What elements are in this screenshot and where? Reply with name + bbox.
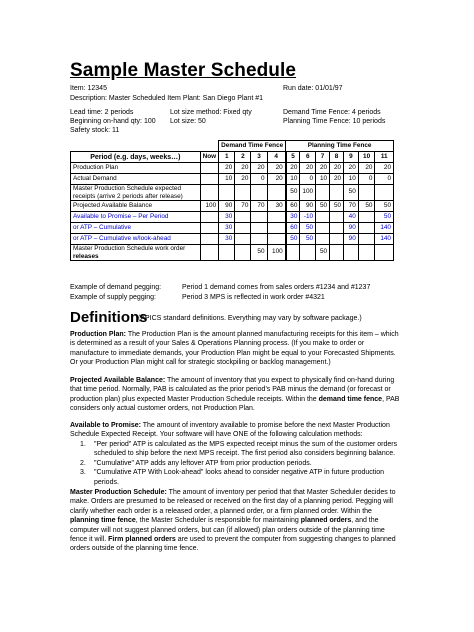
table-cell: 50 — [251, 245, 267, 261]
production-plan-text: The Production Plan is the amount planned manufacturing receipts for this item – which is determined as a result of your Sales & Operations Planning process. (If you make to order or manufacture to immediate demands, your Production Plan might be equal to your Forecasted Shipments. Or your Production Plan might call for strategic stockpiling or backlog management.) — [70, 331, 399, 367]
table-cell: 30 — [267, 201, 286, 212]
table-cell: 10 — [219, 174, 235, 185]
table-cell: 20 — [235, 163, 251, 174]
table-cell — [286, 245, 300, 261]
mps-bold-2: planned orders — [300, 517, 352, 525]
table-cell: 0 — [300, 174, 316, 185]
supply-pegging-label: Example of supply pegging: — [70, 294, 156, 301]
row-label: or ATP – Cumulative w/look-ahead — [71, 234, 201, 245]
mps-text-3: , and the computer will not suggest planned orders, but can (if allowed) plan orders outside of the planning time fence it will. — [70, 517, 385, 544]
lot-size-method: Lot size method: Fixed qty — [170, 109, 252, 116]
atp-item-2: "Cumulative" ATP adds any leftover ATP from prior production periods. — [94, 459, 312, 467]
table-cell: 30 — [219, 234, 235, 245]
table-cell — [358, 185, 375, 201]
table-cell: 20 — [267, 163, 286, 174]
table-cell: 50 — [316, 201, 330, 212]
table-cell — [251, 223, 267, 234]
table-cell — [358, 245, 375, 261]
table-cell — [358, 234, 375, 245]
table-cell — [200, 163, 219, 174]
period-header-row — [71, 152, 394, 163]
table-cell — [316, 212, 330, 223]
planning-time-fence-header: Planning Time Fence — [286, 141, 394, 152]
table-cell: 50 — [300, 223, 316, 234]
lot-size: Lot size: 50 — [170, 118, 206, 125]
definitions-subtitle: (APICS standard definitions. Everything may vary by software package.) — [138, 315, 362, 322]
period-header: Now — [200, 152, 219, 163]
table-cell: 100 — [300, 185, 316, 201]
atp-text: The amount of inventory available to promise before the next Master Production Schedule Expected Receipt. Your software will have ONE of the following calculation methods: — [70, 422, 390, 439]
table-cell: 0 — [358, 174, 375, 185]
list-item: 2. "Cumulative" ATP adds any leftover ATP from prior production periods. — [80, 459, 312, 467]
table-cell — [267, 185, 286, 201]
table-cell: 20 — [219, 163, 235, 174]
table-cell — [375, 245, 394, 261]
table-cell — [330, 245, 344, 261]
pab-text-2: , PAB considers only actual customer orders, not Production Plan. — [70, 395, 400, 413]
row-label — [71, 245, 201, 261]
atp-item-3: "Cumulative ATP With Look-ahead" looks ahead to consider negative ATP in future production periods. — [94, 469, 385, 486]
table-cell: 90 — [300, 201, 316, 212]
list-item: 1. "Per period" ATP is calculated as the MPS expected receipt minus the sum of the customer orders scheduled to ship before the next MPS receipt. The first period also considers beginning balance. — [80, 440, 400, 459]
row-label: Actual Demand — [71, 174, 201, 185]
row-label-line-2: receipts (arrive 2 periods after release) — [73, 192, 183, 200]
row-label — [71, 185, 201, 201]
demand-time-fence-header: Demand Time Fence — [219, 141, 286, 152]
atp-method-list — [80, 440, 400, 487]
table-cell — [330, 223, 344, 234]
table-cell — [300, 245, 316, 261]
spacer-cell — [71, 141, 219, 152]
pab-definition — [70, 376, 400, 414]
table-cell — [316, 223, 330, 234]
pab-text-1: The amount of inventory that you expect to physically find on-hand during that time period. Normally, PAB is calculated as the prior period's PAB minus the demand (or forecast or production plan) plus expected Master Production Schedule receipts. Within the — [70, 377, 395, 403]
planning-time-fence: Planning Time Fence: 10 periods — [283, 118, 386, 125]
table-cell: 30 — [286, 212, 300, 223]
period-header: 5 — [286, 152, 300, 163]
table-cell: 20 — [330, 174, 344, 185]
table-cell: 50 — [344, 185, 359, 201]
period-label: Period (e.g. days, weeks…) — [71, 152, 201, 163]
table-cell: 90 — [344, 234, 359, 245]
table-cell: 20 — [330, 163, 344, 174]
table-cell — [267, 212, 286, 223]
table-row — [71, 212, 394, 223]
table-row — [71, 234, 394, 245]
table-cell: 50 — [316, 245, 330, 261]
table-row — [71, 245, 394, 261]
table-cell — [200, 185, 219, 201]
table-cell: 20 — [267, 174, 286, 185]
period-header: 1 — [219, 152, 235, 163]
item-description: Description: Master Scheduled Item Plant: San Diego Plant #1 — [70, 95, 263, 102]
pab-bold: demand time fence — [318, 395, 383, 403]
item-number: Item: 12345 — [70, 85, 107, 92]
demand-time-fence: Demand Time Fence: 4 periods — [283, 109, 381, 116]
beginning-on-hand: Beginning on-hand qty: 100 — [70, 118, 156, 125]
master-schedule-table — [70, 140, 394, 261]
table-cell — [235, 212, 251, 223]
table-cell: 50 — [330, 201, 344, 212]
table-cell: 100 — [200, 201, 219, 212]
table-cell — [200, 212, 219, 223]
table-cell: 50 — [375, 201, 394, 212]
table-cell: 20 — [344, 163, 359, 174]
row-label: Production Plan — [71, 163, 201, 174]
row-label: Available to Promise – Per Period — [71, 212, 201, 223]
table-cell: 20 — [300, 163, 316, 174]
fence-header-row — [71, 141, 394, 152]
row-label-line-1: Master Production Schedule work order — [73, 245, 186, 252]
table-cell: 20 — [235, 174, 251, 185]
table-cell: 140 — [375, 223, 394, 234]
table-cell — [200, 223, 219, 234]
production-plan-definition — [70, 330, 400, 368]
table-cell: 70 — [344, 201, 359, 212]
table-cell — [251, 234, 267, 245]
table-cell: 20 — [375, 163, 394, 174]
table-cell — [200, 234, 219, 245]
table-cell: 10 — [286, 174, 300, 185]
table-cell — [267, 234, 286, 245]
table-cell — [219, 185, 235, 201]
table-cell: 50 — [286, 234, 300, 245]
table-cell: 90 — [219, 201, 235, 212]
table-cell — [235, 223, 251, 234]
table-row — [71, 185, 394, 201]
table-cell: 50 — [286, 185, 300, 201]
row-label: or ATP – Cumulative — [71, 223, 201, 234]
mps-bold-1: planning time fence — [70, 517, 136, 525]
mps-definition — [70, 488, 400, 554]
table-cell: -10 — [300, 212, 316, 223]
table-cell — [251, 185, 267, 201]
table-cell — [267, 223, 286, 234]
table-cell — [235, 185, 251, 201]
atp-term: Available to Promise: — [70, 422, 141, 429]
supply-pegging-text: Period 3 MPS is reflected in work order #4321 — [182, 294, 325, 301]
table-cell: 90 — [344, 223, 359, 234]
row-label: Projected Available Balance — [71, 201, 201, 212]
table-cell — [200, 245, 219, 261]
row-label-line-2: releases — [73, 252, 99, 260]
mps-text-2: , the Master Scheduler is responsible for maintaining — [135, 517, 301, 525]
table-cell — [358, 212, 375, 223]
table-cell: 60 — [286, 201, 300, 212]
table-cell: 20 — [251, 163, 267, 174]
table-cell — [219, 245, 235, 261]
mps-text-4: are used to prevent the computer from suggesting changes to planned orders outside of the planning time fence. — [70, 536, 396, 553]
table-cell — [330, 185, 344, 201]
list-item: 3. "Cumulative ATP With Look-ahead" looks ahead to consider negative ATP in future production periods. — [80, 468, 400, 487]
table-cell: 20 — [316, 163, 330, 174]
period-header: 6 — [300, 152, 316, 163]
period-header: 11 — [375, 152, 394, 163]
period-header: 4 — [267, 152, 286, 163]
table-cell: 30 — [219, 223, 235, 234]
run-date: Run date: 01/01/97 — [283, 85, 343, 92]
table-cell: 0 — [251, 174, 267, 185]
table-cell — [200, 174, 219, 185]
table-row — [71, 201, 394, 212]
table-cell — [316, 185, 330, 201]
mps-text-1: The amount of inventory per period that that Master Scheduler decides to make. Orders are presumed to be released or received on the first day of a planning period. Pegging will clarify whether each order is a released order, a planned order, or a firm planned order. Within the — [70, 489, 396, 515]
row-label-line-1: Master Production Schedule expected — [73, 185, 181, 192]
pab-term: Projected Available Balance: — [70, 377, 166, 384]
table-cell — [330, 234, 344, 245]
table-cell — [251, 212, 267, 223]
table-cell — [344, 245, 359, 261]
table-row — [71, 223, 394, 234]
demand-pegging-text: Period 1 demand comes from sales orders #1234 and #1237 — [182, 284, 371, 291]
period-header: 8 — [330, 152, 344, 163]
period-header: 10 — [358, 152, 375, 163]
table-row — [71, 174, 394, 185]
page-title: Sample Master Schedule — [70, 60, 297, 81]
table-row — [71, 163, 394, 174]
table-cell: 10 — [344, 174, 359, 185]
table-cell: 0 — [375, 174, 394, 185]
table-cell: 10 — [316, 174, 330, 185]
table-cell — [358, 223, 375, 234]
table-cell: 50 — [300, 234, 316, 245]
period-header: 7 — [316, 152, 330, 163]
table-cell — [235, 234, 251, 245]
table-cell — [316, 234, 330, 245]
table-cell: 100 — [267, 245, 286, 261]
table-cell: 70 — [251, 201, 267, 212]
safety-stock: Safety stock: 11 — [70, 127, 120, 134]
table-cell: 50 — [358, 201, 375, 212]
table-cell — [330, 212, 344, 223]
demand-pegging-label: Example of demand pegging: — [70, 284, 162, 291]
production-plan-term: Production Plan: — [70, 331, 126, 338]
lead-time: Lead time: 2 periods — [70, 109, 134, 116]
definitions-heading: Definitions — [70, 309, 148, 326]
table-cell: 140 — [375, 234, 394, 245]
table-cell: 40 — [344, 212, 359, 223]
table-cell — [375, 185, 394, 201]
atp-item-1: "Per period" ATP is calculated as the MPS expected receipt minus the sum of the customer orders scheduled to ship before the next MPS receipt. The first period also considers beginning balance. — [94, 441, 398, 458]
mps-bold-3: Firm planned orders — [108, 536, 176, 544]
period-header: 9 — [344, 152, 359, 163]
table-cell: 20 — [286, 163, 300, 174]
table-cell — [235, 245, 251, 261]
period-header: 3 — [251, 152, 267, 163]
table-cell: 30 — [219, 212, 235, 223]
atp-definition — [70, 421, 400, 440]
mps-term: Master Production Schedule: — [70, 489, 167, 496]
table-cell: 60 — [286, 223, 300, 234]
table-cell: 70 — [235, 201, 251, 212]
period-header: 2 — [235, 152, 251, 163]
table-cell: 20 — [358, 163, 375, 174]
table-cell: 50 — [375, 212, 394, 223]
